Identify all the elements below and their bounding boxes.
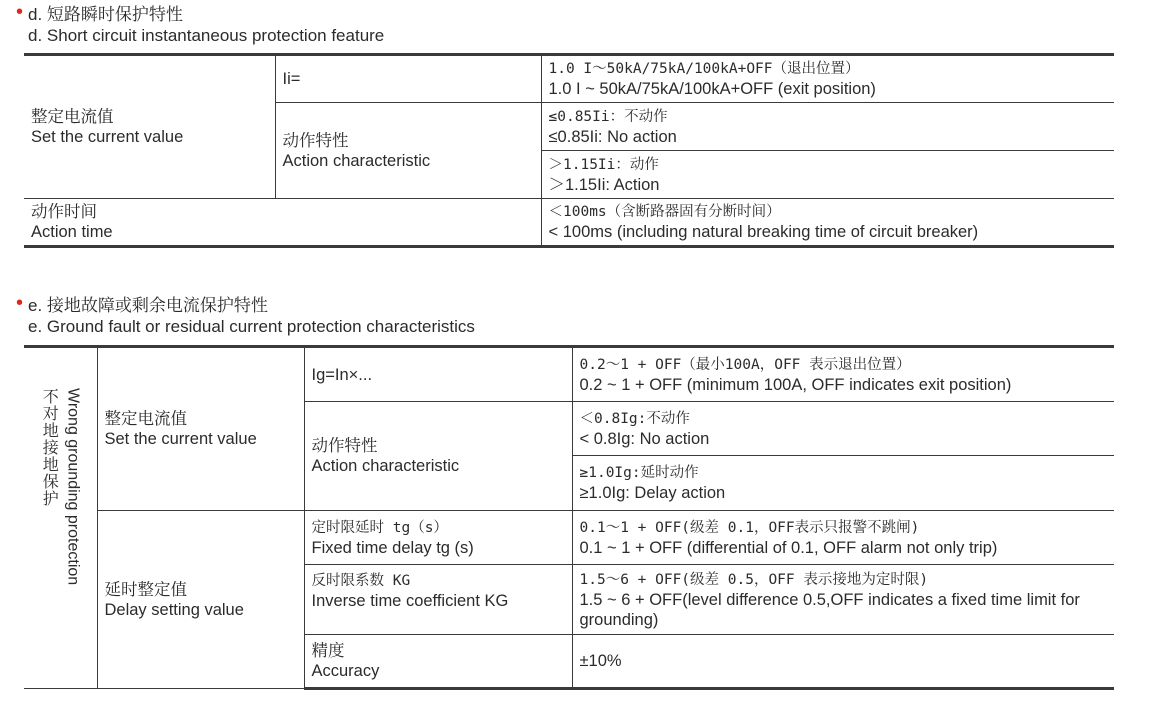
section-e-heading: [16, 292, 475, 337]
ig-value-cell: 0.2～1 + OFF（最小100A，OFF 表示退出位置） 0.2 ~ 1 + OFF (minimum 100A, OFF indicates exit position): [572, 347, 1114, 402]
action-char-cell: 动作特性 Action characteristic: [275, 103, 541, 199]
section-e-title-en: e. Ground fault or residual current protection characteristics: [28, 317, 475, 336]
short-circuit-table: [24, 53, 1114, 248]
inverse-coef-cell: 反时限系数 KG Inverse time coefficient KG: [304, 565, 572, 635]
no-action-cell: ＜0.8Ig:不动作 < 0.8Ig: No action: [572, 402, 1114, 456]
ii-value-cell: 1.0 I～50kA/75kA/100kA+OFF（退出位置） 1.0 I ~ 50kA/75kA/100kA+OFF (exit position): [541, 55, 1114, 103]
fixed-delay-cell: 定时限延时 tg（s） Fixed time delay tg (s): [304, 511, 572, 565]
action-time-cell: 动作时间 Action time: [24, 199, 541, 247]
section-e-title-zh: e. 接地故障或剩余电流保护特性: [28, 296, 268, 315]
accuracy-cell: 精度 Accuracy: [304, 635, 572, 689]
table-row: [24, 511, 1114, 565]
side-label-cell: [24, 347, 97, 689]
delay-setting-cell: 延时整定值 Delay setting value: [97, 511, 304, 689]
delay-action-cell: ≥1.0Ig:延时动作 ≥1.0Ig: Delay action: [572, 456, 1114, 511]
inverse-coef-value-cell: 1.5～6 + OFF(级差 0.5，OFF 表示接地为定时限) 1.5 ~ 6 + OFF(level difference 0.5,OFF indicates a fixed time limit for grounding): [572, 565, 1114, 635]
action-cell: ＞1.15Ii：动作 ＞1.15Ii: Action: [541, 151, 1114, 199]
side-label-zh: 不对地接地保护: [40, 388, 58, 507]
ig-label-cell: Ig=In×...: [304, 347, 572, 402]
bullet-dot-icon: •: [16, 292, 24, 314]
ground-fault-table: [24, 345, 1114, 690]
section-d-heading: [16, 1, 385, 46]
section-d-title-zh: d. 短路瞬时保护特性: [28, 5, 183, 24]
bullet-dot-icon: •: [16, 1, 24, 23]
set-current-cell: 整定电流值 Set the current value: [24, 55, 275, 199]
no-action-cell: ≤0.85Ii：不动作 ≤0.85Ii: No action: [541, 103, 1114, 151]
table-row: [24, 347, 1114, 402]
table-row: [24, 199, 1114, 247]
section-d-title-en: d. Short circuit instantaneous protection feature: [28, 26, 385, 45]
table-row: [24, 55, 1114, 103]
side-label-en: Wrong grounding protection: [64, 388, 82, 586]
fixed-delay-value-cell: 0.1～1 + OFF(级差 0.1，OFF表示只报警不跳闸) 0.1 ~ 1 + OFF (differential of 0.1, OFF alarm not only trip): [572, 511, 1114, 565]
ii-label-cell: Ii=: [275, 55, 541, 103]
accuracy-value-cell: ±10%: [572, 635, 1114, 689]
action-time-value-cell: ＜100ms（含断路器固有分断时间） < 100ms (including natural breaking time of circuit breaker): [541, 199, 1114, 247]
action-char-cell: 动作特性 Action characteristic: [304, 402, 572, 511]
set-current-cell: 整定电流值 Set the current value: [97, 347, 304, 511]
